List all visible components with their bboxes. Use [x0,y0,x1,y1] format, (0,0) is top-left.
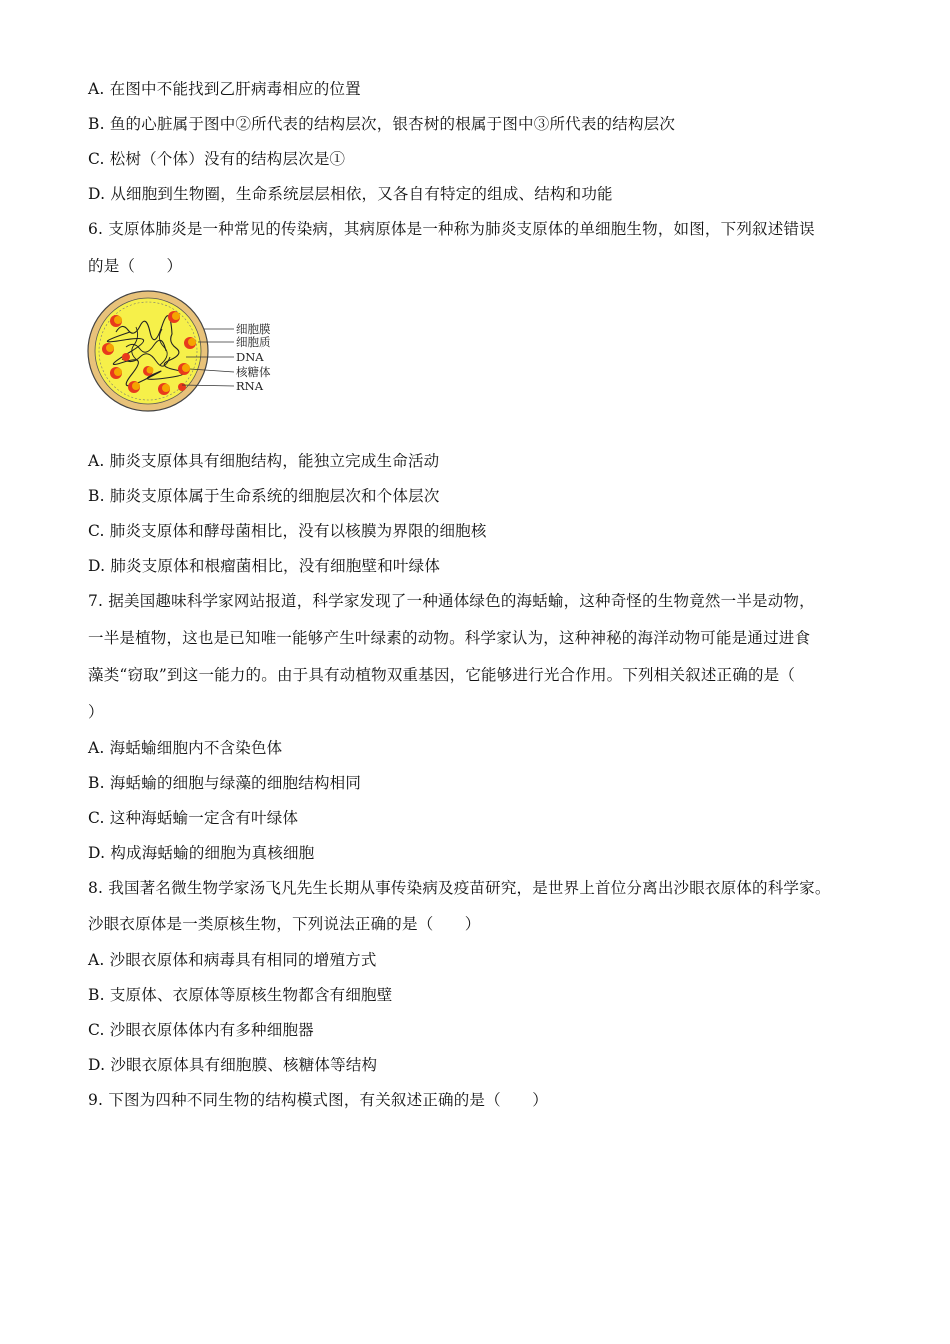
q5-option-a: A. 在图中不能找到乙肝病毒相应的位置 [88,80,361,98]
q8-stem-line1: 8. 我国著名微生物学家汤飞凡先生长期从事传染病及疫苗研究，是世界上首位分离出沙眼衣原体的科学家。 [88,879,831,897]
q6-option-a: A. 肺炎支原体具有细胞结构，能独立完成生命活动 [88,452,440,470]
q8-stem-line2: 沙眼衣原体是一类原核生物，下列说法正确的是（ ） [88,915,481,933]
q7-stem-line4: ） [88,703,104,721]
q6-option-b: B. 肺炎支原体属于生命系统的细胞层次和个体层次 [88,487,440,505]
q8-option-a: A. 沙眼衣原体和病毒具有相同的增殖方式 [88,951,377,969]
mycoplasma-diagram [86,287,286,415]
q8-option-b: B. 支原体、衣原体等原核生物都含有细胞壁 [88,986,393,1004]
q7-stem-line1: 7. 据美国趣味科学家网站报道，科学家发现了一种通体绿色的海蛞蝓，这种奇怪的生物竟然一半是动物， [88,592,815,610]
q8-option-c: C. 沙眼衣原体体内有多种细胞器 [88,1021,314,1039]
q5-option-b: B. 鱼的心脏属于图中②所代表的结构层次，银杏树的根属于图中③所代表的结构层次 [88,115,676,133]
q7-stem-line3: 藻类“窃取”到这一能力的。由于具有动植物双重基因，它能够进行光合作用。下列相关叙述正确的是（ [88,666,796,684]
q6-stem-line1: 6. 支原体肺炎是一种常见的传染病，其病原体是一种称为肺炎支原体的单细胞生物，如图，下列叙述错误 [88,220,815,238]
q7-option-d: D. 构成海蛞蝓的细胞为真核细胞 [88,844,315,862]
q5-option-c: C. 松树（个体）没有的结构层次是① [88,150,346,168]
label-cytoplasm: 细胞质 [236,335,271,349]
label-rna: RNA [236,379,264,393]
q8-option-d: D. 沙眼衣原体具有细胞膜、核糖体等结构 [88,1056,378,1074]
q6-option-d: D. 肺炎支原体和根瘤菌相比，没有细胞壁和叶绿体 [88,557,441,575]
q7-option-b: B. 海蛞蝓的细胞与绿藻的细胞结构相同 [88,774,362,792]
q6-option-c: C. 肺炎支原体和酵母菌相比，没有以核膜为界限的细胞核 [88,522,487,540]
q9-stem: 9. 下图为四种不同生物的结构模式图，有关叙述正确的是（ ） [88,1091,548,1109]
q5-option-d: D. 从细胞到生物圈，生命系统层层相依，又各自有特定的组成、结构和功能 [88,185,613,203]
label-dna: DNA [236,350,264,364]
q7-option-a: A. 海蛞蝓细胞内不含染色体 [88,739,283,757]
label-ribosome: 核糖体 [236,365,271,379]
q6-stem-line2: 的是（ ） [88,257,183,275]
q7-option-c: C. 这种海蛞蝓一定含有叶绿体 [88,809,299,827]
label-cell-membrane: 细胞膜 [236,322,271,336]
q7-stem-line2: 一半是植物，这也是已知唯一能够产生叶绿素的动物。科学家认为，这种神秘的海洋动物可能是通过进食 [88,629,811,647]
